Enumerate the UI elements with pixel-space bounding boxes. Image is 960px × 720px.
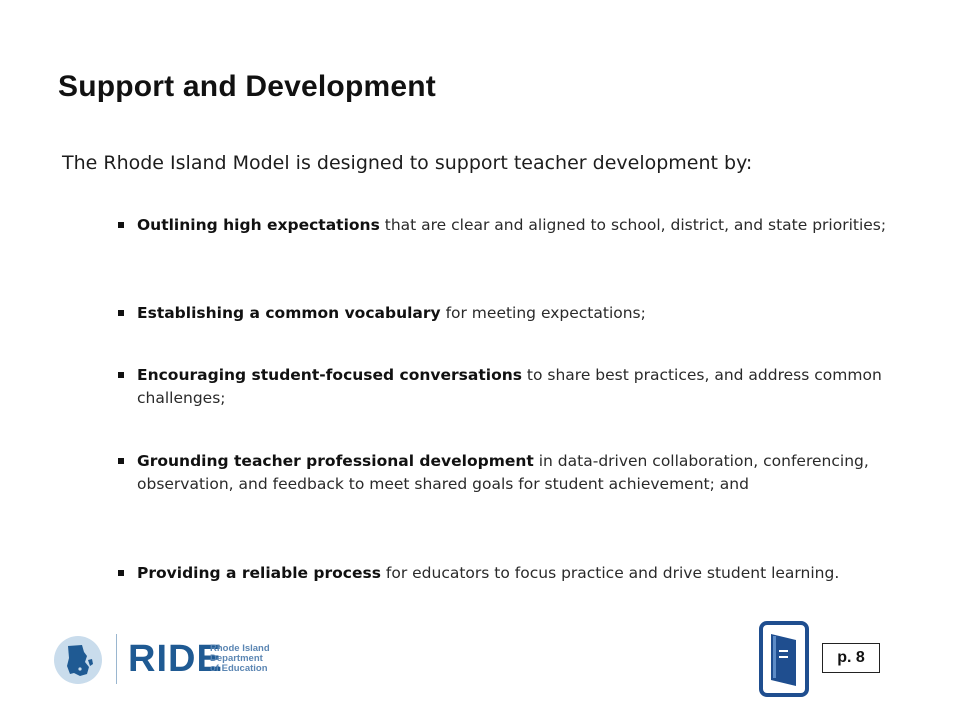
square-bullet-icon (118, 570, 124, 576)
department-line: Rhode Island (210, 643, 270, 654)
slide-title: Support and Development (58, 70, 436, 103)
bullet-text: to share best practices, and address common challenges; (137, 366, 882, 407)
bullet-text: for meeting expectations; (440, 304, 646, 322)
bullet-bold: Encouraging student-focused conversations (137, 366, 522, 384)
bullet-text: for educators to focus practice and drive student learning. (380, 564, 840, 582)
logo-divider (116, 634, 117, 684)
square-bullet-icon (118, 372, 124, 378)
open-door-document-icon (758, 620, 810, 698)
ride-logo (54, 632, 294, 688)
rhode-island-map-icon (54, 636, 102, 684)
intro-text: The Rhode Island Model is designed to support teacher development by: (62, 152, 753, 174)
department-name (210, 644, 270, 674)
bullet-bold: Establishing a common vocabulary (137, 304, 441, 322)
department-line: of Education (210, 663, 268, 674)
bullet-item (118, 302, 646, 325)
square-bullet-icon (118, 458, 124, 464)
bullet-bold: Providing a reliable process (137, 564, 381, 582)
ride-wordmark: RIDE (128, 638, 223, 680)
square-bullet-icon (118, 310, 124, 316)
bullet-text: that are clear and aligned to school, district, and state priorities; (379, 216, 887, 234)
bullet-item (118, 450, 898, 496)
bullet-item (118, 562, 839, 585)
bullet-text: in data-driven collaboration, conferencing, observation, and feedback to meet shared goals for student achievement; and (137, 452, 869, 493)
page-number-badge: p. 8 (822, 643, 880, 673)
bullet-bold: Outlining high expectations (137, 216, 380, 234)
bullet-bold: Grounding teacher professional development (137, 452, 534, 470)
bullet-item (118, 214, 886, 237)
bullet-item (118, 364, 898, 410)
department-line: Department (210, 653, 263, 664)
square-bullet-icon (118, 222, 124, 228)
